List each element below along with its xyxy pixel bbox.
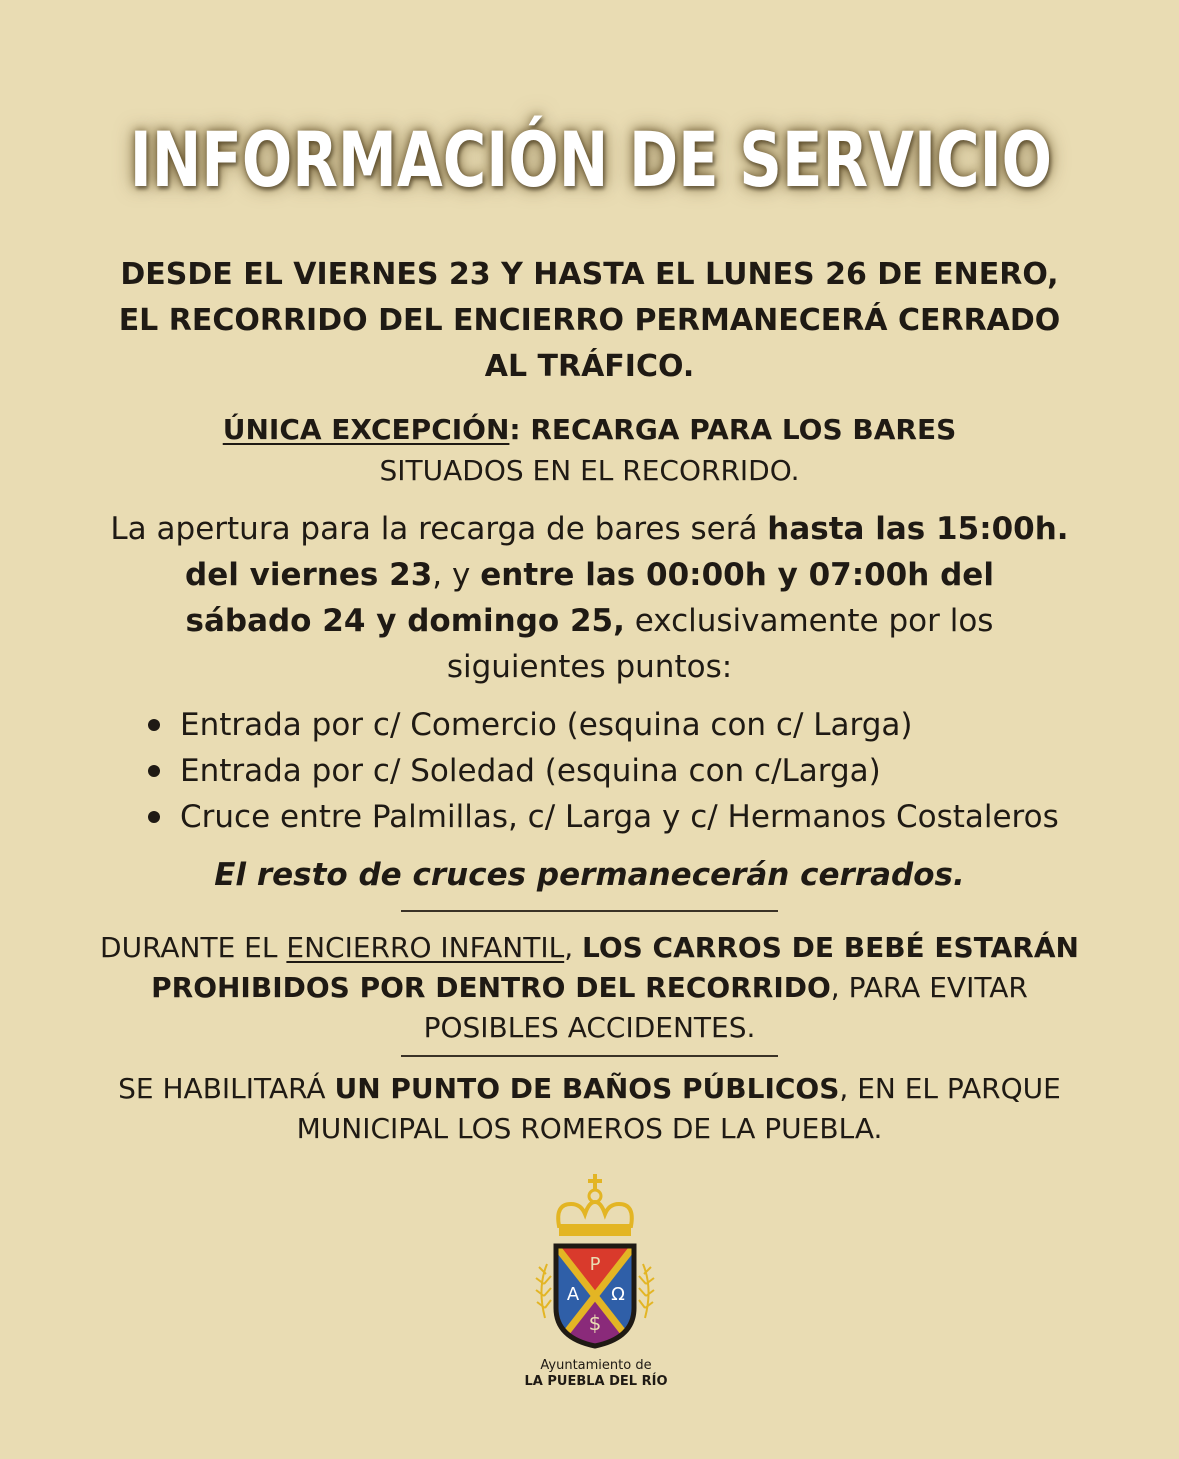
opening-l2b: , y [432, 557, 481, 593]
coat-of-arms-logo [515, 1168, 675, 1388]
bullet-icon [148, 811, 160, 823]
exception-colon: : [509, 413, 521, 446]
opening-l2a: del viernes 23 [185, 557, 433, 593]
strollers-d: LOS CARROS DE BEBÉ ESTARÁN [582, 931, 1079, 964]
shield-letter-alpha: A [566, 1284, 580, 1305]
strollers-notice [0, 928, 1179, 1048]
exception-heading [0, 409, 1179, 451]
logo-caption-line-2: LA PUEBLA DEL RÍO [524, 1374, 668, 1389]
strollers-g: POSIBLES ACCIDENTES. [423, 1011, 756, 1044]
list-item [144, 748, 1059, 794]
toilets-b: UN PUNTO DE BAÑOS PÚBLICOS [334, 1072, 840, 1105]
bullet-icon [148, 719, 160, 731]
exception-text-2: SITUADOS EN EL RECORRIDO. [379, 454, 800, 487]
opening-hours-paragraph [0, 506, 1179, 690]
strollers-f: , PARA EVITAR [830, 971, 1028, 1004]
opening-l1b: hasta las 15:00h. [767, 511, 1069, 547]
closure-line-3: AL TRÁFICO. [484, 349, 695, 384]
opening-l2c: entre las 00:00h y 07:00h del [480, 557, 994, 593]
toilets-a: SE HABILITARÁ [118, 1072, 335, 1105]
poster-title: INFORMACIÓN DE SERVICIO [129, 115, 1053, 204]
access-point-2: Entrada por c/ Soledad (esquina con c/Larga) [180, 753, 881, 789]
toilets-d: MUNICIPAL LOS ROMEROS DE LA PUEBLA. [296, 1112, 883, 1145]
access-points-list [144, 702, 1059, 840]
toilets-notice [0, 1069, 1179, 1149]
exception-text-1: RECARGA PARA LOS BARES [520, 413, 957, 446]
shield-letter-dollar: $ [588, 1311, 602, 1335]
closure-line-2: EL RECORRIDO DEL ENCIERRO PERMANECERÁ CERRADO [118, 303, 1061, 338]
divider-1 [401, 910, 778, 912]
shield-letter-rho: P [589, 1254, 601, 1275]
opening-l3b: exclusivamente por los [624, 603, 994, 639]
access-point-1: Entrada por c/ Comercio (esquina con c/ Larga) [180, 707, 913, 743]
closure-line-1: DESDE EL VIERNES 23 Y HASTA EL LUNES 26 DE ENERO, [120, 257, 1059, 292]
crown-icon [558, 1174, 632, 1236]
access-point-3: Cruce entre Palmillas, c/ Larga y c/ Hermanos Costaleros [180, 799, 1059, 835]
rest-closed-note [0, 852, 1179, 898]
list-item [144, 702, 1059, 748]
strollers-a: DURANTE EL [100, 931, 287, 964]
strollers-c: , [564, 931, 582, 964]
logo-caption [476, 1358, 716, 1390]
bullet-icon [148, 765, 160, 777]
exception-label: ÚNICA EXCEPCIÓN [222, 413, 510, 446]
logo-caption-line-1: Ayuntamiento de [540, 1358, 652, 1373]
strollers-e: PROHIBIDOS POR DENTRO DEL RECORRIDO [151, 971, 831, 1004]
opening-l3a: sábado 24 y domingo 25, [185, 603, 625, 639]
opening-l1a: La apertura para la recarga de bares será [110, 511, 768, 547]
opening-l4: siguientes puntos: [446, 649, 733, 685]
traffic-closure-notice [0, 252, 1179, 390]
list-item [144, 794, 1059, 840]
rest-closed-text: El resto de cruces permanecerán cerrados. [214, 857, 965, 893]
toilets-c: , EN EL PARQUE [839, 1072, 1061, 1105]
exception-subheading [0, 450, 1179, 492]
shield-letter-omega: Ω [611, 1284, 625, 1305]
shield-icon [556, 1246, 634, 1346]
strollers-b: ENCIERRO INFANTIL [286, 931, 565, 964]
divider-2 [401, 1055, 778, 1057]
